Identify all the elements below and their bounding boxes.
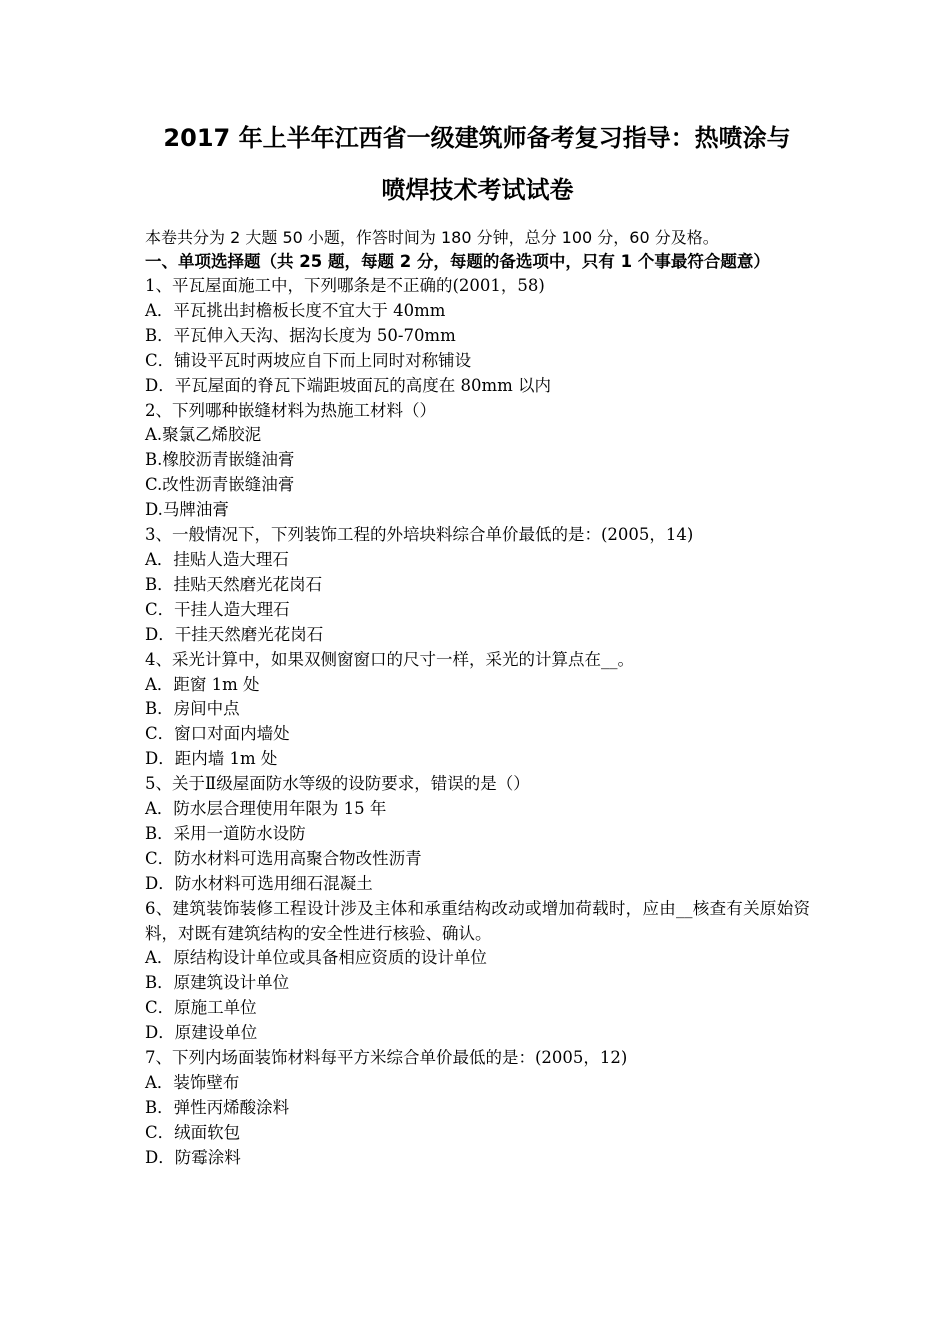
- section-heading-single-choice: 一、单项选择题（共 25 题，每题 2 分，每题的备选项中，只有 1 个事最符合题意）: [145, 252, 770, 271]
- question-stem: 5、关于Ⅱ级屋面防水等级的设防要求，错误的是（）: [145, 774, 530, 794]
- question-stem: 7、下列内场面装饰材料每平方米综合单价最低的是：(2005，12): [145, 1048, 628, 1068]
- answer-option: B．挂贴天然磨光花岗石: [145, 574, 323, 594]
- answer-option: C．窗口对面内墙处: [145, 724, 290, 744]
- answer-option: A．挂贴人造大理石: [145, 549, 289, 569]
- answer-option: A.聚氯乙烯胶泥: [145, 425, 262, 445]
- answer-option: B.橡胶沥青嵌缝油膏: [145, 450, 295, 470]
- answer-option: C．干挂人造大理石: [145, 599, 290, 619]
- answer-option: C．防水材料可选用高聚合物改性沥青: [145, 848, 422, 868]
- answer-option: C．原施工单位: [145, 998, 257, 1018]
- question-stem: 2、下列哪种嵌缝材料为热施工材料（）: [145, 400, 436, 420]
- answer-option: C．铺设平瓦时两坡应自下而上同时对称铺设: [145, 350, 472, 370]
- document-title-line-2: 喷焊技术考试试卷: [381, 176, 574, 204]
- answer-option: B．原建筑设计单位: [145, 973, 290, 993]
- answer-option: A．防水层合理使用年限为 15 年: [145, 799, 387, 819]
- question-stem: 1、平瓦屋面施工中，下列哪条是不正确的(2001，58): [145, 276, 545, 295]
- answer-option: A．距窗 1m 处: [145, 674, 260, 694]
- answer-option: C．绒面软包: [145, 1122, 241, 1142]
- question-stem: 4、采光计算中，如果双侧窗窗口的尺寸一样，采光的计算点在__。: [145, 649, 634, 669]
- answer-option: D．防水材料可选用细石混凝土: [145, 873, 373, 893]
- exam-intro: 本卷共分为 2 大题 50 小题，作答时间为 180 分钟，总分 100 分，60 分及格。: [145, 228, 719, 247]
- answer-option: D．防霉涂料: [145, 1147, 241, 1167]
- answer-option: A．平瓦挑出封檐板长度不宜大于 40mm: [145, 300, 446, 320]
- question-stem: 6、建筑装饰装修工程设计涉及主体和承重结构改动或增加荷载时，应由__核查有关原始资料，对既有建筑结构的安全性进行核验、确认。: [145, 898, 810, 943]
- answer-option: D．干挂天然磨光花岗石: [145, 624, 324, 644]
- answer-option: B．采用一道防水设防: [145, 823, 306, 843]
- answer-option: A．装饰壁布: [145, 1073, 240, 1092]
- answer-option: B．平瓦伸入天沟、据沟长度为 50-70mm: [145, 325, 456, 345]
- answer-option: A．原结构设计单位或具备相应资质的设计单位: [145, 948, 487, 968]
- question-list: [145, 274, 810, 1171]
- answer-option: D．距内墙 1m 处: [145, 749, 278, 769]
- document-title-line-1: 2017 年上半年江西省一级建筑师备考复习指导：热喷涂与: [163, 124, 791, 152]
- answer-option: B．弹性丙烯酸涂料: [145, 1097, 290, 1117]
- answer-option: B．房间中点: [145, 699, 240, 719]
- answer-option: D．原建设单位: [145, 1023, 258, 1043]
- question-stem: 3、一般情况下，下列装饰工程的外培块料综合单价最低的是：(2005，14): [145, 525, 694, 545]
- answer-option: D.马牌油膏: [145, 500, 229, 520]
- answer-option: C.改性沥青嵌缝油膏: [145, 475, 295, 495]
- document-page: [145, 118, 810, 1171]
- answer-option: D．平瓦屋面的脊瓦下端距坡面瓦的高度在 80mm 以内: [145, 375, 552, 395]
